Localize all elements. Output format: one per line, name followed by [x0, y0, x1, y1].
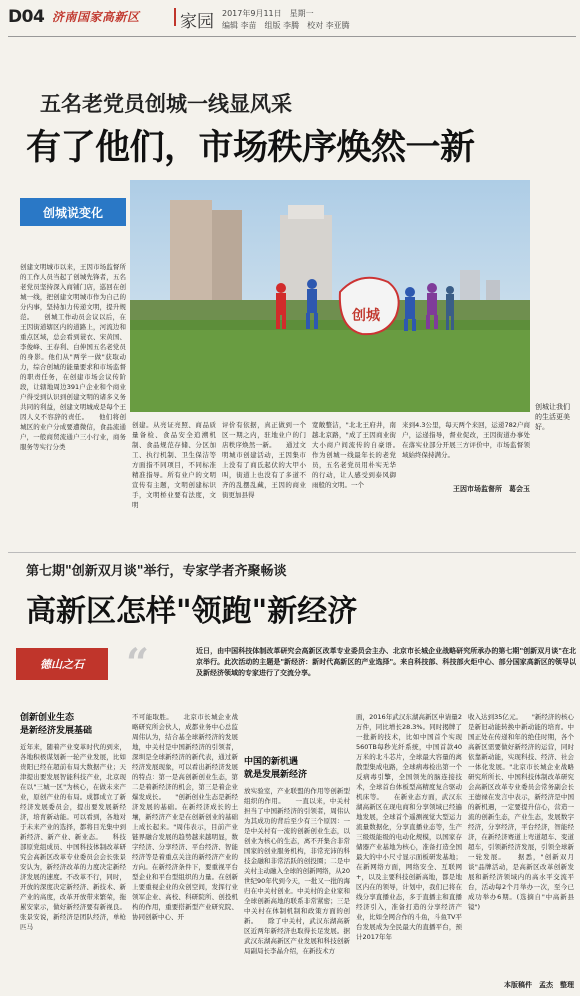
staff-line: 编辑 李苗 组版 李腾 校对 李亚腾: [222, 21, 350, 30]
section-name: 家园: [180, 12, 214, 32]
masthead-divider: [174, 8, 176, 26]
story2-byline: 本版稿件 孟杰 整理: [504, 981, 574, 989]
story2-column-5: 收入达到35亿元。 "新经济的核心是新旧动能转换中新动能的培育。中国正处在传递和年的绝佳时期，各个高新区需要做好新经济的运营，同时依靠新动能，实现科技、经济、社会一体化发展。"北京市长城企业战略研究所所长、中国科技体制改革研究会高新区改革专业委员会常务副会长王德禄在发言中表示，新经济是中国的新机遇，一定要提升信心，营造一流的创新生态，产业生态，发展数字经济，分享经济，平台经济，智能经济，在新经济赛道上弯道超车、变道超车，引领新经济发展，引领全球新一轮发展。 据悉，"创新双月谈"品牌活动，是高新区改革创新发展和新经济领域内的高水平交流平台，活动每2个月举办一次，至今已成功举办6期。(选摘自"中高新县镜"): [468, 713, 574, 911]
story1-column-3: 评价有依据，真正做到一个区一期之内，驻地业户的门店秩序焕然一新。 通过文明城市创建活动，王因集市上没有了商氐起伏的大甲小叫，街道上也没有了多道不齐的乱摆乱藏，王因的商业街更加县得: [222, 421, 306, 499]
story2-column-3: 放实验室，产业联盟的作用等创新型组织的作用。 一直以来，中关村担当了中国新经济的引领者，周伟认为其成功的背后至少有三个原因：一是中关村有一流的创新创业生态，以创业为核心的生态，离不开集合非常国家的创业服务机构，非常充沛的科技金融和非常活跃的创投圈；二是中关村主动融入全球的创新网络，从20世纪90年代到今天，一批又一批的海归在中关村创业。中关村的企业家和全球创新高地的联系非常紧密；三是中关村在体制机制和政策方面的创新。 除了中关村，武汉东湖高新区近两年新经济也取得长足发展。据武汉东湖高新区产业发展和科技创新局副局长李晶介绍，在新技术方: [244, 787, 350, 955]
masthead-logo: 济南国家高新区: [52, 10, 140, 24]
story2-column-1: 近年来，随着产业变革时代的到来，各地积极谋划新一轮产业发展，比如贵阳已经在超前布局大数据产业；天津提出要发展智能科技产业，北京现在以"三城一区"为核心，在做未来产业，原创产业的布局。成都成立了新经济发展委员会，提出要发展新经济，培育新动能。可以看到，各地对于未来产业的选择，都将目光集中到新经济、新产业、新业态。 科技部原党组成员、中国科技体制改革研究会高新区改革专业委员会会长张景安认为，新经济改革的力度决定新经济发展的速度。不改革不行，同时，开放的深度决定新经济、新技术、新产业的高度，改革开放带来繁荣，拖累安家示，做好新经济要有新视良。张景安说，新经济是团队经济，单枪匹马: [20, 743, 126, 931]
column-stamp: 德山之石: [16, 648, 108, 680]
story1-column-2: 创建。从亮证亮照、商品质量备检、食品安全追溯机制、食品规范存储、分区加工、执行机制、卫生保洁等方面指不同项目，不同标准精准指导。所有业户的文明宣传有主题，文明创建标识手，文明桥业要有法度，文明: [132, 421, 216, 509]
story2-column-4: 面，2016年武汉东湖高新区申请量2万件，同比增长28.3%。同时揭牌了一批新的技术，比如中国首个实现560TB每秒光纤系统，中国首款40万米的北斗芯片，全球最大容量的离散型集成电路，全球病毒检出第一个反病毒引擎，全国领先的脑连接技术，全球首台体板型高精度复合驱动机床等。 在新业态方面，武汉东湖高新区在现电商和分享领域已经遍地发展，全球首个遥测视觉大型运力流量数据化，分享直播业态等，生产三级级能级的电动化规模，以国家存储器产业基地为核心，准备打造全国最大的中小尺寸显示面板研发基地；在新网络方面，网络安全、互联网+，以及主要科技创新高地，都是地区内在的领导，计划中，我们已将在线分享直播业态，多于直播主和直播经济引入，准备打造的分享经济产业，比如全网合作的斗鱼，斗鱼TV平台发展成为全民最大的直播平台，预计2017年年: [356, 713, 462, 941]
story1-column-5: 来到4.3公里，每天两个来回，运递782户商户，运递指导，督业促改，王因街道办事处在落实业部分开展三方评价中，市场监督领域始终保持满分。: [402, 421, 530, 459]
header-rule: [8, 36, 576, 37]
story2-column-3a: [244, 712, 350, 754]
page-number: D04: [8, 7, 45, 27]
date-line: 2017年9月11日 星期一: [222, 9, 314, 18]
story2-kicker: 第七期"创新双月谈"举行，专家学者齐聚畅谈: [26, 564, 287, 579]
story1-column-4: 宽敞整洁，"北北王府井，南越北京路，"成了王因商业街大小商户间流传的自豪语。 作为创城一线最年长的老党员，五名老党员用朴实无华的行动，让人感受到泰风御雨般的文明。一个: [312, 421, 396, 489]
quote-mark-icon: “: [126, 640, 150, 687]
photo-caption: 创城让我们的生活更美好。: [535, 403, 570, 431]
photo-illustration: [130, 180, 530, 412]
story2-subhead-2: 中国的新机遇 就是发展新经济: [244, 757, 308, 780]
photo-sign-text: 创城: [352, 308, 380, 324]
story1-kicker: 五名老党员创城一线显风采: [40, 92, 292, 116]
story1-byline: 王因市场监督所 葛会玉: [453, 485, 530, 493]
story1-column-1: 创建文明城市以来，王因市场监督所的工作人员当起了创城先锋者，五名老党员坚持深入商铺门店，巡回在创城一线，把创建文明城市作为自己的分内事，坚持加力传递文明，提升规范。 创城工作动员会议以后，在王因街道辖区内的道路上，河流边和重点区域，总会看到蓑衣、宋黄国、李俊峰、王春利、白伸国五名老党员的身影。他们从"两学一做"获取动力，综合创城的能量要求和市场监督的职责任务，在创建市场会议传阶段，让辖地周边391户企业和个商业户得受到认识到创建文明的诸多义务共同的利益，创建文明城成是每个王因人义不容辞的责任。 他们将创城区的业户分成要遭微信，食品流通户，一般商贸流通户三小行业，商务服务等实行分类: [20, 263, 126, 451]
story1-photo: [130, 180, 530, 412]
story2-subhead-1: 创新创业生态 是新经济发展基础: [20, 713, 93, 736]
story2-column-2: 不可能取胜。 北京市长城企业战略研究所会伙人，成都业务中心总监周伟认为，结合基全球新经济的发展地，中关村是中国新经济的引领者，深圳是全球新经济的新代表，通过新经济发展现象，可以看出新经济发展的特点：第一是高创新创业生态，第二是着新经济的机会，第三是着企业爆发成长。 "创新创业生态是新经济发展的基础。在新经济成长的土壤，新经济产业是在创新创业的基础上成长起来。"周伟表示，目前产业链界融合发展的趋势越来越明显，数字经济、分享经济、平台经济、智能经济等是着重点关注的新经济产业的方向。在新经济条件下，要重视平台型企业和平台型组织的力量。在创新上要重视企业的众创空间，发挥行业领军企业、高校、科研院所、创投机构的作用，重要搭新型产业研究院、协同创新中心、开: [132, 713, 238, 921]
story2-lead: 近日，由中国科技体制改革研究会高新区改革专业委员会主办、北京市长城企业战略研究所承办的第七期"创新双月谈"在北京举行。此次活动的主题是"新经济：新时代高新区的产业选择"。来自科技部、科技部火炬中心、部分国家高新区的领导以及新经济领域的专家进行了交流分享。: [196, 647, 576, 677]
story2-headline: 高新区怎样"领跑"新经济: [26, 594, 358, 629]
column-badge: 创城说变化: [20, 198, 126, 226]
story-divider: [8, 552, 576, 553]
story1-headline: 有了他们，市场秩序焕然一新: [26, 128, 475, 168]
